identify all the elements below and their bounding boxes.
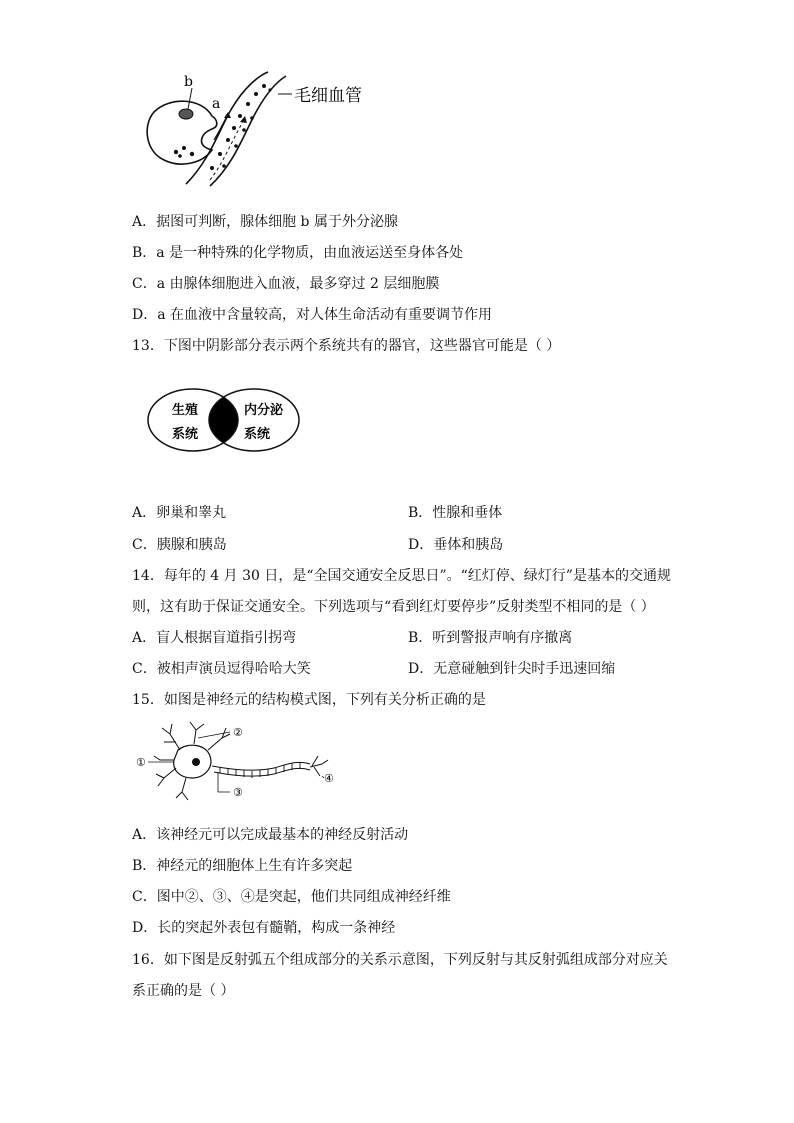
q13-option-a: A．卵巢和睾丸 xyxy=(132,505,227,521)
venn-diagram xyxy=(146,386,302,454)
venn-right-line1: 内分泌 xyxy=(244,403,284,418)
q15-option-d: D．长的突起外表包有髓鞘，构成一条神经 xyxy=(132,920,396,936)
q14-stem-line1: 14．每年的 4 月 30 日，是“全国交通安全反思日”。“红灯停、绿灯行”是基本的交通规 xyxy=(132,568,671,584)
q14-option-a: A．盲人根据盲道指引拐弯 xyxy=(132,630,297,646)
q15-option-a: A．该神经元可以完成最基本的神经反射活动 xyxy=(132,827,409,843)
venn-left-line1: 生殖 xyxy=(172,403,199,418)
venn-right-line2: 系统 xyxy=(244,427,271,442)
venn-left-line2: 系统 xyxy=(172,427,199,442)
q15-option-b: B．神经元的细胞体上生有许多突起 xyxy=(132,858,353,874)
q13-option-c: C．胰腺和胰岛 xyxy=(132,537,227,553)
q12-option-a: A．据图可判断，腺体细胞 b 属于外分泌腺 xyxy=(132,214,398,230)
q14-stem-line2: 则，这有助于保证交通安全。下列选项与“看到红灯要停步”反射类型不相同的是（ ） xyxy=(132,599,655,615)
label-capillary: 毛细血管 xyxy=(294,86,362,106)
neuron-label-2: ② xyxy=(233,726,243,739)
neuron-label-3: ③ xyxy=(233,786,243,799)
q16-stem-line2: 系正确的是（ ） xyxy=(132,983,235,999)
q13-stem: 13．下图中阴影部分表示两个系统共有的器官，这些器官可能是（ ） xyxy=(132,338,561,354)
neuron-label-1: ① xyxy=(136,756,146,769)
q15-option-c: C．图中②、③、④是突起，他们共同组成神经纤维 xyxy=(132,889,451,905)
neuron-figure xyxy=(134,720,344,806)
gland-capillary-figure xyxy=(140,68,380,192)
q13-option-d: D．垂体和胰岛 xyxy=(408,537,504,553)
q12-option-b: B．a 是一种特殊的化学物质，由血液运送至身体各处 xyxy=(132,245,464,261)
q13-option-b: B．性腺和垂体 xyxy=(408,505,503,521)
q12-option-c: C．a 由腺体细胞进入血液，最多穿过 2 层细胞膜 xyxy=(132,276,440,292)
q14-option-d: D．无意碰触到针尖时手迅速回缩 xyxy=(408,661,616,677)
q16-stem-line1: 16．如下图是反射弧五个组成部分的关系示意图，下列反射与其反射弧组成部分对应关 xyxy=(132,952,668,968)
neuron-label-4: ④ xyxy=(324,772,334,785)
q14-option-c: C．被相声演员逗得哈哈大笑 xyxy=(132,661,311,677)
q15-stem: 15．如图是神经元的结构模式图，下列有关分析正确的是 xyxy=(132,692,486,708)
q12-option-d: D．a 在血液中含量较高，对人体生命活动有重要调节作用 xyxy=(132,307,493,323)
label-b: b xyxy=(184,74,193,90)
q14-option-b: B．听到警报声响有序撤离 xyxy=(408,630,573,646)
label-a: a xyxy=(212,96,221,112)
